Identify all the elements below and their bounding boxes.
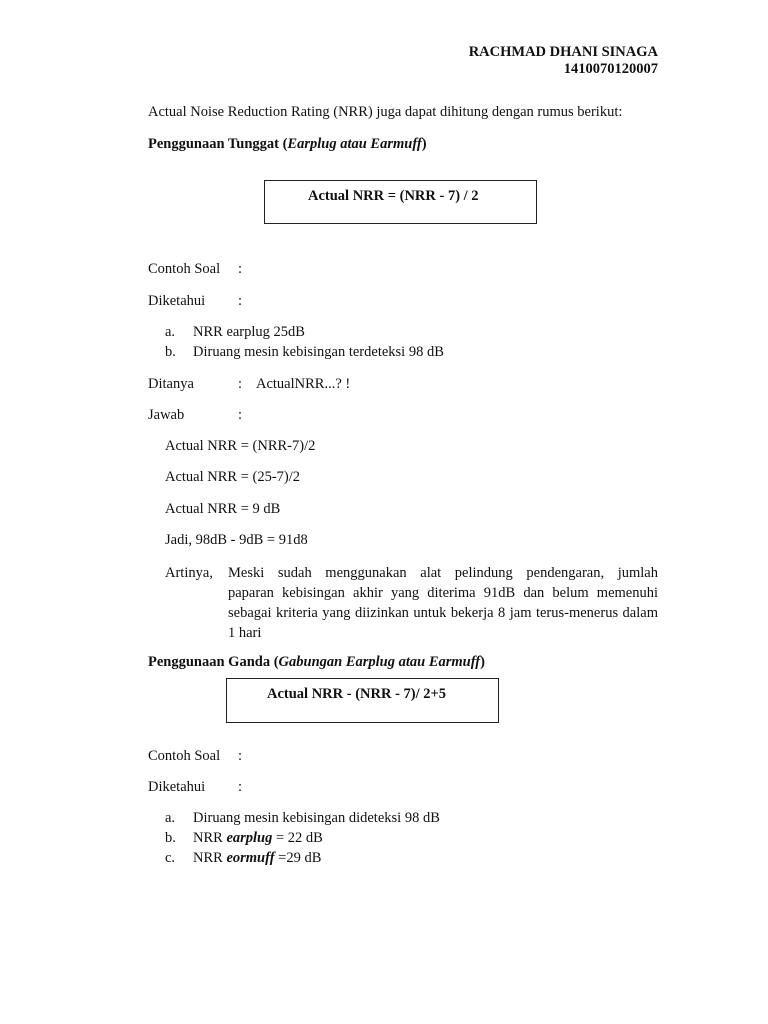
calc-step: Actual NRR = 9 dB xyxy=(165,501,281,517)
jawab-colon: : xyxy=(238,407,243,423)
contoh-soal-colon: : xyxy=(238,261,243,277)
list-item: Diruang mesin kebisingan dideteksi 98 dB xyxy=(193,810,440,826)
author-name: RACHMAD DHANI SINAGA xyxy=(468,44,658,60)
list-item: NRR earplug = 22 dB xyxy=(193,830,323,846)
ditanya-colon: : xyxy=(238,376,243,392)
list-item: NRR eormuff =29 dB xyxy=(193,850,322,866)
intro-text: Actual Noise Reduction Rating (NRR) juga dapat dihitung dengan rumus berikut: xyxy=(148,104,623,120)
diketahui-label: Diketahui xyxy=(148,779,206,795)
section1-title: Penggunaan Tunggat (Earplug atau Earmuff) xyxy=(148,136,427,152)
artinya-first-line: Meski sudah menggunakan alat pelindung pendengaran, jumlah xyxy=(228,565,658,581)
artinya-rest: paparan kebisingan akhir yang diterima 91dB dan belum memenuhi sebagai kriteria yang diizinkan untuk bekerja 8 jam terus-menerus dalam 1 hari xyxy=(228,585,658,641)
list-item-marker: a. xyxy=(165,324,176,340)
calc-step: Jadi, 98dB - 9dB = 91d8 xyxy=(165,532,308,548)
diketahui-label: Diketahui xyxy=(148,293,206,309)
ditanya-label: Ditanya xyxy=(148,376,194,392)
artinya-label: Artinya, xyxy=(165,565,213,581)
diketahui-colon: : xyxy=(238,779,243,795)
list-item-marker: c. xyxy=(165,850,176,866)
contoh-soal-label: Contoh Soal xyxy=(148,748,221,764)
contoh-soal-label: Contoh Soal xyxy=(148,261,221,277)
diketahui-colon: : xyxy=(238,293,243,309)
list-item-marker: b. xyxy=(165,830,176,846)
section2-title: Penggunaan Ganda (Gabungan Earplug atau Earmuff) xyxy=(148,654,485,670)
list-item: Diruang mesin kebisingan terdeteksi 98 dB xyxy=(193,344,444,360)
list-item-marker: b. xyxy=(165,344,176,360)
author-id: 1410070120007 xyxy=(563,61,658,77)
ditanya-value: ActualNRR...? ! xyxy=(256,376,351,392)
list-item: NRR earplug 25dB xyxy=(193,324,305,340)
jawab-label: Jawab xyxy=(148,407,185,423)
contoh-soal-colon: : xyxy=(238,748,243,764)
list-item-marker: a. xyxy=(165,810,176,826)
calc-step: Actual NRR = (25-7)/2 xyxy=(165,469,301,485)
formula-single: Actual NRR = (NRR - 7) / 2 xyxy=(308,188,479,204)
calc-step: Actual NRR = (NRR-7)/2 xyxy=(165,438,316,454)
formula-double: Actual NRR - (NRR - 7)/ 2+5 xyxy=(267,686,447,702)
